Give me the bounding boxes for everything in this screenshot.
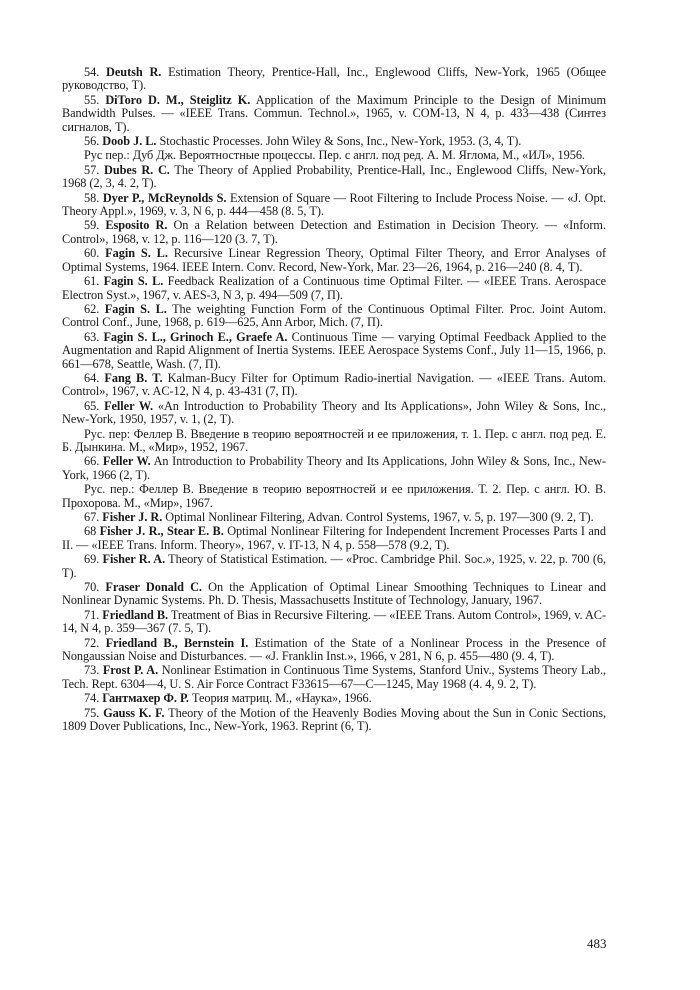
entry-67: 67. Fisher J. R. Optimal Nonlinear Filtering, Advan. Control Systems, 1967, v. 5, p. 197—300 (9. 2, Т).: [84, 510, 594, 524]
entry-author: Dubes R. C.: [104, 162, 170, 177]
entry-56: 56. Doob J. L. Stochastic Processes. John Wiley & Sons, Inc., New-York, 1953. (3, 4, Т).: [84, 134, 522, 149]
entry-73: 73. Frost P. A. Nonlinear Estimation in Continuous Time Systems, Stanford Univ., Systems Theory Lab., Tech. Rept. 6304—4, U. S. Air Force Contract F33615—67—C—1245, May 1968 (4. 4, 9. 2, Т).: [62, 663, 607, 691]
entry-author: Гантмахер Ф. Р.: [102, 691, 189, 706]
entry-author: Fisher R. A.: [102, 552, 166, 567]
entry-author: DiToro D. M., Steiglitz K.: [105, 92, 251, 107]
entry-author: Deutsh R.: [106, 65, 162, 79]
entry-69: 69. Fisher R. A. Theory of Statistical Estimation. — «Proc. Cambridge Phil. Soc.», 1925, v. 22, p. 700 (6, Т).: [62, 552, 606, 580]
entry-65: 65. Feller W. «An Introduction to Probability Theory and Its Applications», John Wiley & Sons, Inc., New-York, 1950, 1957, v. 1, (2, Т).: [62, 398, 607, 427]
entry-56-translation: Рус пер.: Дуб Дж. Вероятностные процессы. Пер. с англ. под ред. А. М. Яглома, М., «ИЛ», 1956.: [84, 148, 585, 163]
entry-author: Fagin S. L., Grinoch E., Graefe A.: [103, 329, 288, 344]
entry-65-translation: Рус. пер: Феллер В. Введение в теорию вероятностей и ее приложения, т. 1. Пер. с англ. под ред. Е. Б. Дынкина. М., «Мир», 1952, 1967.: [62, 426, 606, 454]
entry-68: 68 Fisher J. R., Stear E. B. Optimal Nonlinear Filtering for Independent Increment Processes Parts I and II. — «IEEE Trans. Inform. Theory», 1967, v. IT-13, N 4, p. 558—578 (9.2, Т).: [62, 524, 606, 552]
entry-author: Feller W.: [102, 454, 151, 469]
bibliography-page: [62, 66, 606, 735]
entry-author: Fagin S. L.: [105, 246, 168, 261]
page-number: 483: [587, 936, 607, 951]
entry-72: 72. Friedland B., Bernstein I. Estimation of the State of a Nonlinear Process in the Presence of Nongaussian Noise and Disturbances. — «J. Franklin Inst.», 1966, v 281, N 6, p. 455—480 (9. 4, Т).: [62, 635, 607, 664]
entry-66-translation: Рус. пер.: Феллер В. Введение в теорию вероятностей и ее приложения. Т. 2. Пер. с англ. Ю. В. Прохорова. М., «Мир», 1967.: [62, 482, 606, 510]
entry-63: 63. Fagin S. L., Grinoch E., Graefe A. Continuous Time — varying Optimal Feedback Applied to the Augmentation and Rapid Alignment of Inertia Systems. IEEE Aerospace Systems Conf., July 11—15, 1966, p. 661—678, Seattle, Wash. (7, П).: [62, 329, 606, 371]
entry-70: 70. Fraser Donald C. On the Application of Optimal Linear Smoothing Techniques to Linear and Nonlinear Dynamic Systems. Ph. D. Thesis, Massachusetts Institute of Technology, January, 1967.: [62, 580, 607, 608]
entry-author: Fisher J. R., Stear E. B.: [99, 524, 224, 539]
entry-60: 60. Fagin S. L. Recursive Linear Regression Theory, Optimal Filter Theory, and Error Analyses of Optimal Systems, 1964. IEEE Intern. Conv. Record, New-York, Mar. 23—26, 1964, p. 216—240 (8. 4, Т).: [62, 246, 606, 274]
entry-author: Fagin S. L.: [104, 301, 167, 316]
entry-55: 55. DiToro D. M., Steiglitz K. Application of the Maximum Principle to the Design of Minimum Bandwidth Pulses. — «IEEE Trans. Commun. Technol.», 1965, v. COM-13, N 4, p. 433—438 (Синтез сигналов, Т).: [62, 92, 607, 134]
entry-author: Friedland B., Bernstein I.: [105, 635, 249, 650]
entry-54: 54. Deutsh R. Estimation Theory, Prentice-Hall, Inc., Englewood Cliffs, New-York, 1965 (Общее руководство, Т).: [62, 65, 606, 93]
entry-author: Frost P. A.: [102, 663, 159, 678]
entry-author: Esposito R.: [105, 218, 168, 233]
entry-57: 57. Dubes R. C. The Theory of Applied Probability, Prentice-Hall, Inc., Englewood Cliffs, New-York, 1968 (2, 3, 4. 2, Т).: [62, 162, 607, 191]
entry-author: Fagin S. L.: [103, 274, 164, 289]
entry-61: 61. Fagin S. L. Feedback Realization of a Continuous time Optimal Filter. — «IEEE Trans. Aerospace Electron Syst.», 1967, v. AES-3, N 3, p. 494—509 (7, П).: [62, 274, 607, 302]
entry-author: Dyer P., McReynolds S.: [102, 190, 227, 205]
entry-author: Friedland B.: [102, 607, 169, 622]
entry-author: Fraser Donald C.: [105, 580, 202, 595]
entry-author: Feller W.: [104, 398, 154, 413]
entry-59: 59. Esposito R. On a Relation between Detection and Estimation in Decision Theory. — «Inform. Control», 1968, v. 12, p. 116—120 (3. 7, Т).: [62, 218, 606, 246]
entry-66: 66. Feller W. An Introduction to Probability Theory and Its Applications, John Wiley & Sons, Inc., New-York, 1966 (2, Т).: [62, 454, 607, 482]
entry-64: 64. Fang B. T. Kalman-Bucy Filter for Optimum Radio-inertial Navigation. — «IEEE Trans. Autom. Control», 1967, v. AC-12, N 4, p. 43-431 (7, П).: [62, 370, 606, 399]
entry-74: 74. Гантмахер Ф. Р. Теория матриц. М., «Наука», 1966.: [84, 691, 372, 706]
entry-62: 62. Fagin S. L. The weighting Function Form of the Continuous Optimal Filter. Proc. Joint Autom. Control Conf., June, 1968, p. 619—625, Ann Arbor, Mich. (7, П).: [62, 301, 606, 330]
entry-75: 75. Gauss K. F. Theory of the Motion of the Heavenly Bodies Moving about the Sun in Conic Sections, 1809 Dover Publications, Inc., New-York, 1963. Reprint (6, Т).: [62, 705, 607, 734]
entry-author: Doob J. L.: [102, 134, 157, 149]
entry-71: 71. Friedland B. Treatment of Bias in Recursive Filtering. — «IEEE Trans. Autom Control», 1969, v. AC-14, N 4, p. 359—367 (7. 5, Т).: [62, 607, 606, 636]
entry-author: Gauss K. F.: [103, 705, 165, 720]
entry-58: 58. Dyer P., McReynolds S. Extension of Square — Root Filtering to Include Process Noise. — «J. Opt. Theory Appl.», 1969, v. 3, N 6, p. 444—458 (8. 5, Т).: [62, 190, 607, 219]
entry-author: Fang B. T.: [104, 370, 163, 385]
entry-author: Fisher J. R.: [102, 510, 163, 524]
